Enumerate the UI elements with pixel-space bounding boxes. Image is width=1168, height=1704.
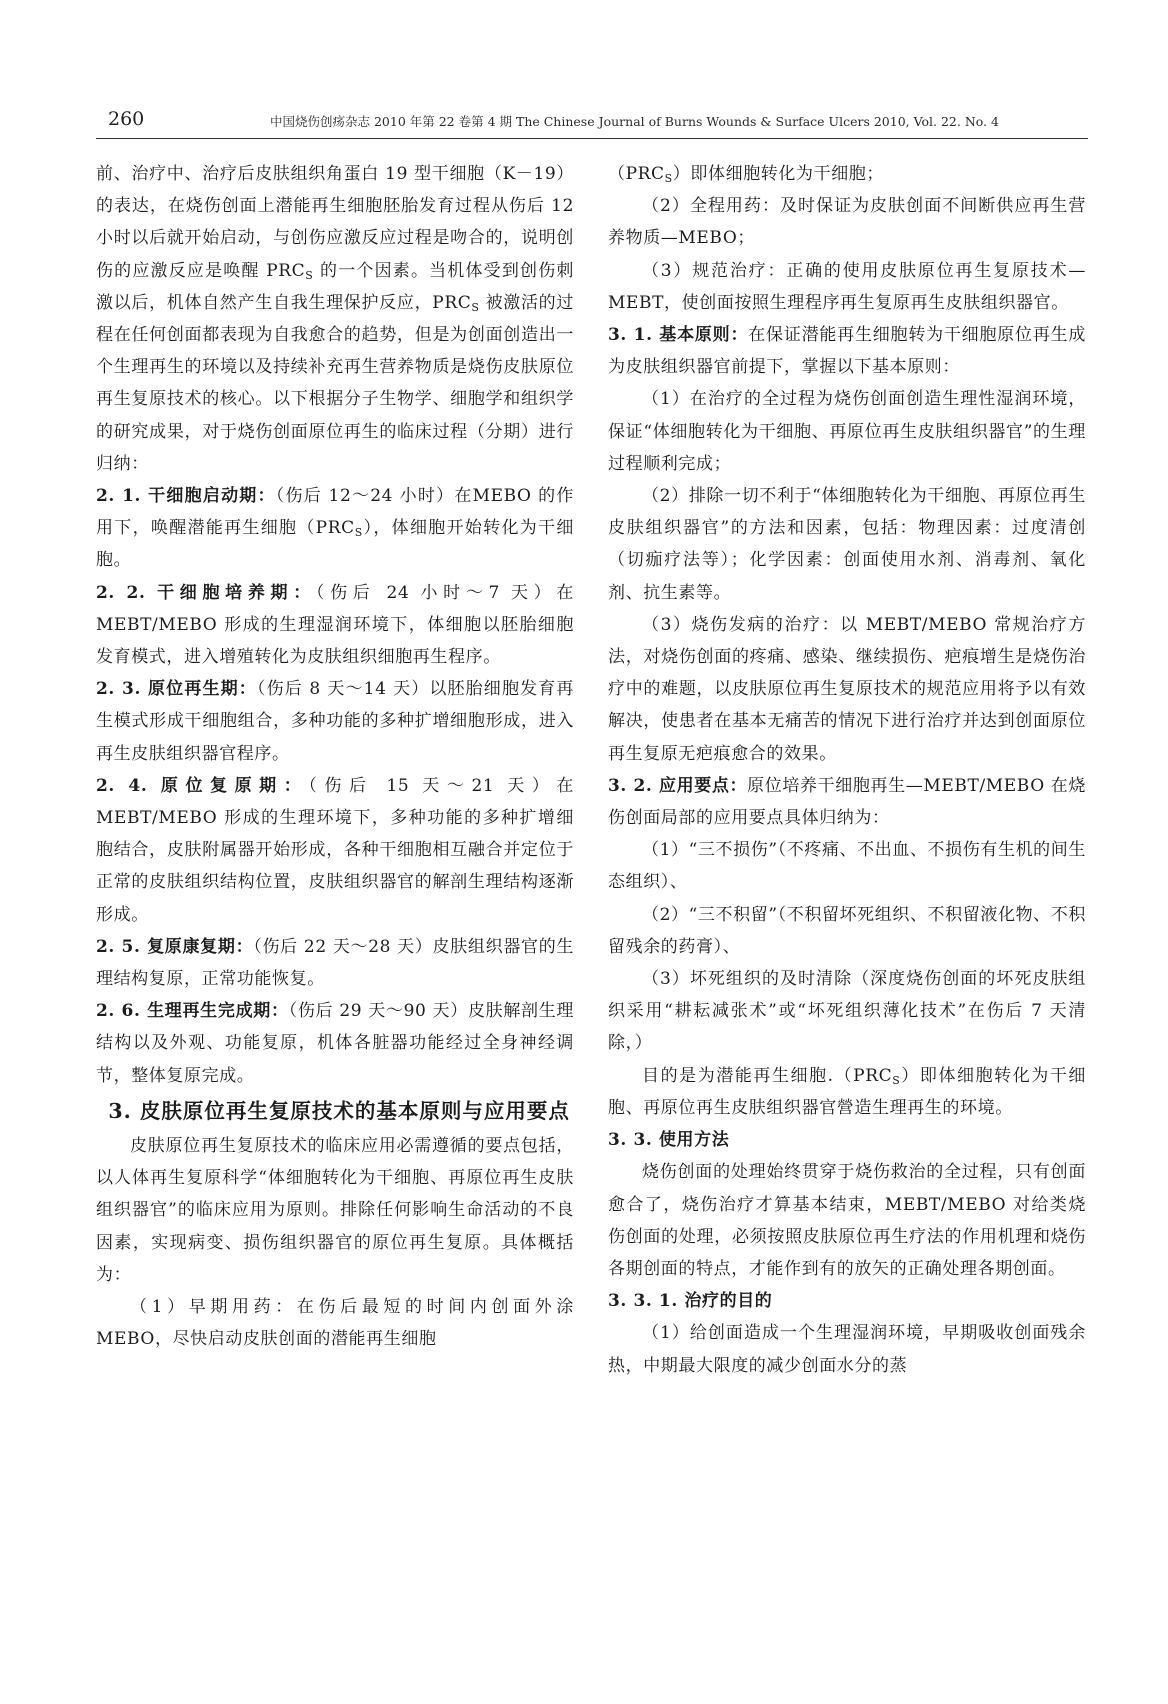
text-run: （伤后 12～24 小时）在MEBO 的作用下，唤醒潜能再生细胞（PRC (96, 486, 574, 539)
section-2-2 (96, 577, 574, 674)
right-column (608, 158, 1086, 1382)
text-run: （伤后 22 天～28 天）皮肤组织器官的生理结构复原，正常功能恢复。 (96, 936, 574, 990)
principle-3: （3）烧伤发病的治疗：以 MEBT/MEBO 常规治疗方法，对烧伤创面的疼痛、感染、继续损伤、疤痕增生是烧伤治疗中的难题，以皮肤原位再生复原技术的规范应用将予以有效解决，使患者在基本无痛苦的情况下进行治疗并达到创面原位再生复原无疤痕愈合的效果。 (608, 614, 1086, 764)
section-2-3 (96, 673, 574, 770)
page-number: 260 (108, 108, 145, 130)
section-title: 2. 2. 干细胞培养期： (96, 582, 316, 603)
header-rule (96, 138, 1088, 139)
text-run: （伤后 8 天～14 天）以胚胎细胞发育再生模式形成干细胞组合，多种功能的多种扩增细胞形成，进入再生皮肤组织器官程序。 (96, 679, 574, 764)
section-3-intro: 皮肤原位再生复原技术的临床应用必需遵循的要点包括，以人体再生复原科学“体细胞转化为干细胞、再原位再生皮肤组织器官”的临床应用为原则。排除任何影响生命活动的不良因素，实现病变、损伤组织器官的原位再生复原。具体概括为： (96, 1135, 574, 1285)
item-2: （2）全程用药：及时保证为皮肤创面不间断供应再生营养物质—MEBO； (608, 196, 1086, 249)
point-3: （3）坏死组织的及时清除（深度烧伤创面的坏死皮肤组织采用“耕耘减张术”或“坏死组织薄化技术”在伤后 7 天清除，） (608, 969, 1086, 1054)
principle-2: （2）排除一切不利于“体细胞转化为干细胞、再原位再生皮肤组织器官”的方法和因素，包括：物理因素：过度清创（切痂疗法等）；化学因素：创面使用水剂、消毒剂、氧化剂、抗生素等。 (608, 486, 1086, 603)
subscript: S (305, 268, 314, 282)
subscript: S (471, 300, 480, 314)
section-3-2 (608, 770, 1086, 834)
text-run: （PRC (608, 164, 665, 184)
section-3-heading: 3. 皮肤原位再生复原技术的基本原则与应用要点 (108, 1098, 570, 1123)
item-1-continued (608, 158, 1086, 190)
text-run: 目的是为潜能再生细胞.（PRC (642, 1065, 893, 1086)
section-3-1 (608, 319, 1086, 383)
paragraph-intro-continued (96, 158, 574, 480)
section-3-item-1: （1）早期用药：在伤后最短的时间内创面外涂 MEBO，尽快启动皮肤创面的潜能再生细胞 (96, 1296, 574, 1350)
section-title: 3. 2. 应用要点： (608, 775, 748, 796)
section-2-5 (96, 931, 574, 995)
section-2-6 (96, 995, 574, 1092)
purpose-paragraph (608, 1060, 1086, 1124)
section-title: 3. 1. 基本原则： (608, 325, 749, 346)
section-3-3-1-text: （1）给创面造成一个生理湿润环境，早期吸收创面残余热，中期最大限度的减少创面水分的蒸 (608, 1323, 1086, 1376)
text-run: ），体细胞开始转化为干细胞。 (96, 518, 574, 571)
section-3-3-text: 烧伤创面的处理始终贯穿于烧伤救治的全过程，只有创面愈合了，烧伤治疗才算基本结束，MEBT/MEBO 对给类烧伤创面的处理，必须按照皮肤原位再生疗法的作用机理和烧伤各期创面的特点，才能作到有的放矢的正确处理各期创面。 (608, 1162, 1086, 1279)
text-run: ）即体细胞转化为干细胞； (672, 164, 884, 184)
section-2-4 (96, 770, 574, 931)
section-2-1 (96, 480, 574, 577)
running-header: 中国烧伤创疡杂志 2010 年第 22 卷第 4 期 The Chinese Journal of Burns Wounds & Surface Ulcers 2010, Vol. 22. No. 4 (270, 114, 999, 129)
point-1: （1）“三不损伤”（不疼痛、不出血、不损伤有生机的间生态组织）、 (608, 840, 1086, 893)
principle-1: （1）在治疗的全过程为烧伤创面创造生理性湿润环境，保证“体细胞转化为干细胞、再原位再生皮肤组织器官”的生理过程顺利完成； (608, 389, 1086, 474)
text-run: （伤后 29 天～90 天）皮肤解剖生理结构以及外观、功能复原，机体各脏器功能经过全身神经调节，整体复原完成。 (96, 1001, 574, 1086)
text-run: （伤后 15 天～21 天）在 MEBT/MEBO 形成的生理环境下，多种功能的多种扩增细胞结合，皮肤附属器开始形成，各种干细胞相互融合并定位于正常的皮肤组织结构位置，皮肤组织器官的解剖生理结构逐渐形成。 (96, 775, 575, 925)
section-3-3-title: 3. 3. 使用方法 (608, 1130, 730, 1151)
text-run: （伤后 24 小时～7 天）在 MEBT/MEBO 形成的生理湿润环境下，体细胞以胚胎细胞发育模式，进入增殖转化为皮肤组织细胞再生程序。 (96, 582, 574, 668)
section-title: 2. 6. 生理再生完成期： (96, 1001, 289, 1022)
text-run: 前、治疗中、治疗后皮肤组织角蛋白 19 型干细胞（K－19）的表达，在烧伤创面上潜能再生细胞胚胎发育过程从伤后 12 小时以后就开始启动，与创伤应激反应过程是吻合的，说明创伤的应激反应是唤醒 PRC (96, 164, 574, 281)
section-title: 2. 1. 干细胞启动期： (96, 486, 276, 507)
subscript: S (664, 172, 673, 185)
section-title: 2. 4. 原位复原期： (96, 775, 309, 796)
text-run: 的一个因素。当机体受到创伤刺激以后，机体自然产生自我生理保护反应，PRC (96, 260, 575, 313)
text-run: 原位培养干细胞再生—MEBT/MEBO 在烧伤创面局部的应用要点具体归纳为： (608, 775, 1086, 829)
text-run: ）即体细胞转化为干细胞、再原位再生皮肤组织器官營造生理再生的环境。 (608, 1065, 1086, 1118)
subscript: S (354, 526, 363, 540)
section-title: 2. 3. 原位再生期： (96, 679, 257, 700)
text-run: 被激活的过程在任何创面都表现为自我愈合的趋势，但是为创面创造出一个生理再生的环境以及持续补充再生营养物质是烧伤皮肤原位再生复原技术的核心。以下根据分子生物学、细胞学和组织学的研究成果，对于烧伤创面原位再生的临床过程（分期）进行归纳： (96, 292, 574, 474)
section-3-3-1-title: 3. 3. 1. 治疗的目的 (608, 1291, 773, 1312)
text-run: 在保证潜能再生细胞转为干细胞原位再生成为皮肤组织器官前提下，掌握以下基本原则： (608, 325, 1087, 378)
item-3: （3）规范治疗：正确的使用皮肤原位再生复原技术—MEBT，使创面按照生理程序再生复原再生皮肤组织器官。 (608, 260, 1086, 313)
point-2: （2）“三不积留”（不积留坏死组织、不积留液化物、不积留残余的药膏）、 (608, 904, 1086, 957)
subscript: S (892, 1073, 901, 1087)
section-title: 2. 5. 复原康复期： (96, 936, 254, 957)
left-column (96, 158, 574, 1355)
